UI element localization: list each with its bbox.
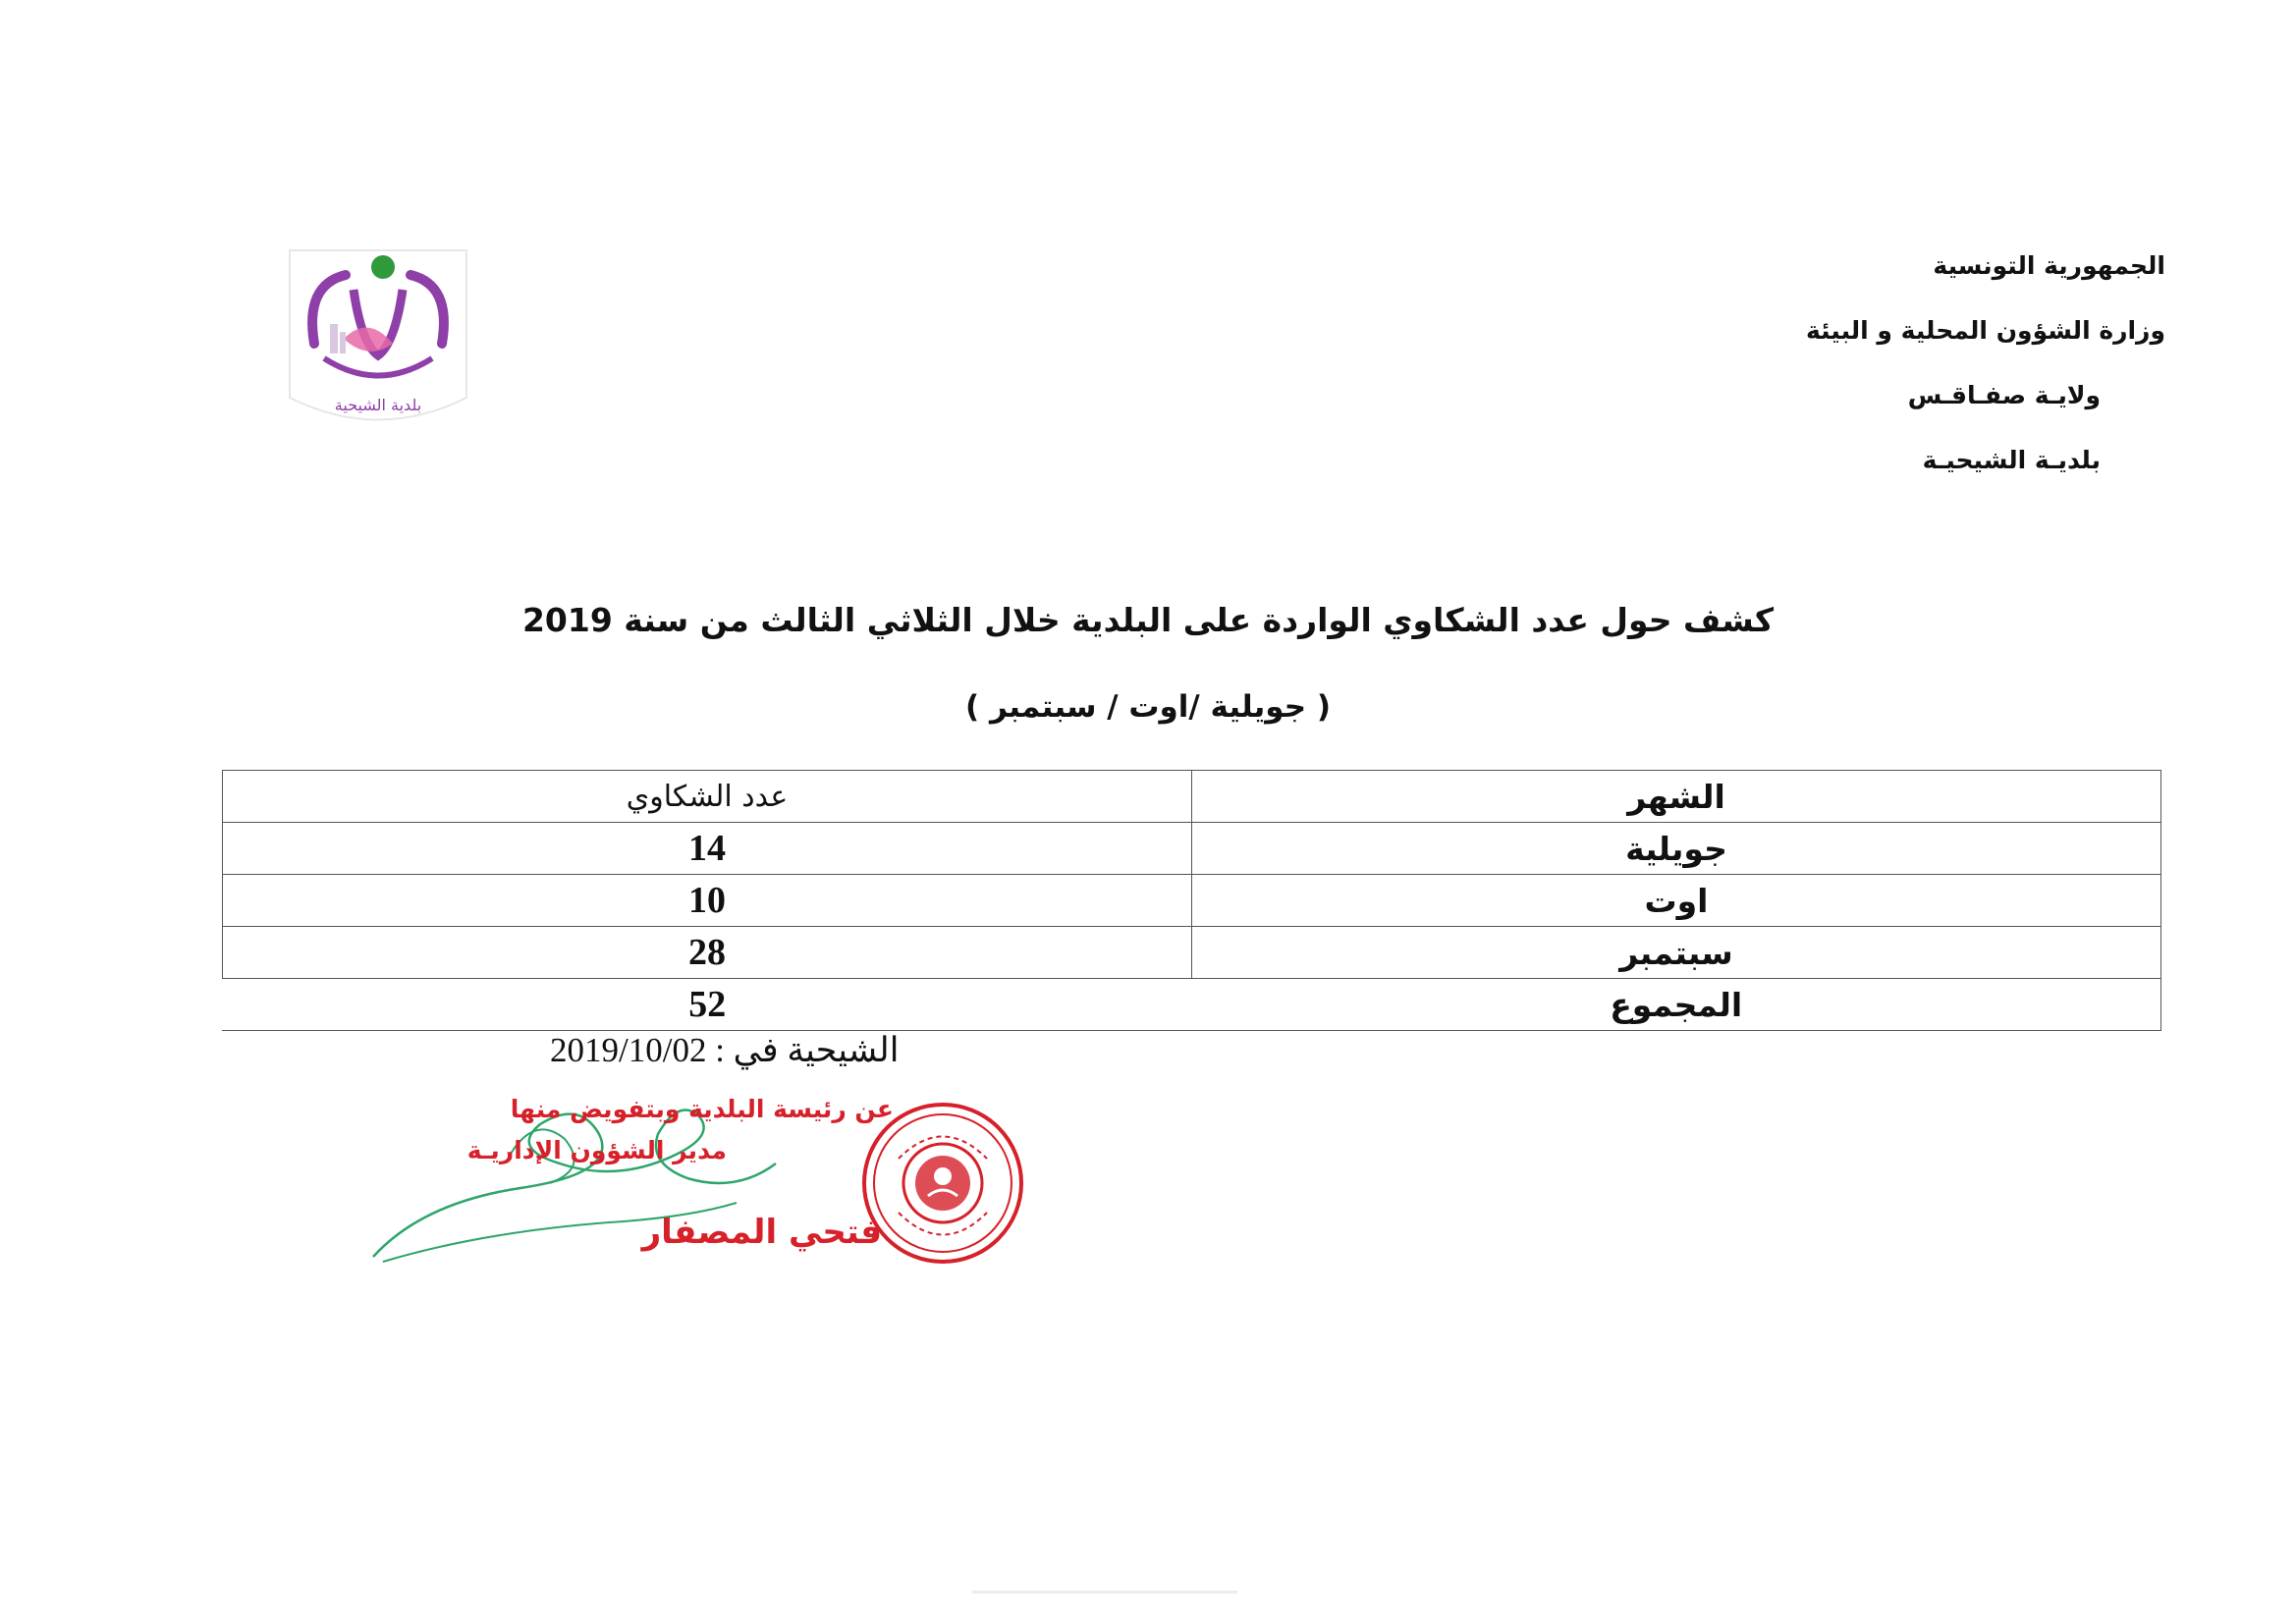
count-cell: 14 [223,823,1192,875]
total-value: 52 [223,979,1192,1031]
header-governorate: ولايـة صفـاقـس [1907,381,2101,409]
document-header [1669,236,2165,491]
count-cell: 28 [223,927,1192,979]
table-row [223,875,2161,927]
official-seal-icon [859,1100,1026,1267]
total-label: المجموع [1192,979,2161,1031]
signature-name: فتحي المصفار [641,1213,882,1252]
count-cell: 10 [223,875,1192,927]
signature-title: مدير الشؤون الإداريـة [466,1136,727,1164]
header-month: الشهر [1192,771,2161,823]
table-header-row [223,771,2161,823]
signature-block [363,1095,894,1286]
header-republic: الجمهورية التونسية [1933,251,2165,280]
header-ministry: وزارة الشؤون المحلية و البيئة [1806,316,2165,345]
complaints-table [222,770,2161,1031]
date-line: الشيحية في : 2019/10/02 [550,1031,900,1069]
page-subtitle: ( جويلية /اوت / سبتمبر ) [964,689,1332,725]
logo-caption: بلدية الشيحية [334,396,422,414]
signature-scribble-icon [363,1095,894,1286]
month-cell: اوت [1192,875,2161,927]
municipality-logo-icon [285,245,471,432]
table-row [223,927,2161,979]
table-row [223,823,2161,875]
page-title: كشف حول عدد الشكاوي الواردة على البلدية خلال الثلاثي الثالث من سنة 2019 [521,601,1775,639]
header-count: عدد الشكاوي [223,771,1192,823]
month-cell: سبتمبر [1192,927,2161,979]
header-municipality: بلديـة الشيحيـة [1922,446,2101,474]
month-cell: جويلية [1192,823,2161,875]
table-total-row [223,979,2161,1031]
signature-authority: عن رئيسة البلدية وبتفويض منها [510,1095,894,1123]
scan-artifact [972,1591,1237,1594]
